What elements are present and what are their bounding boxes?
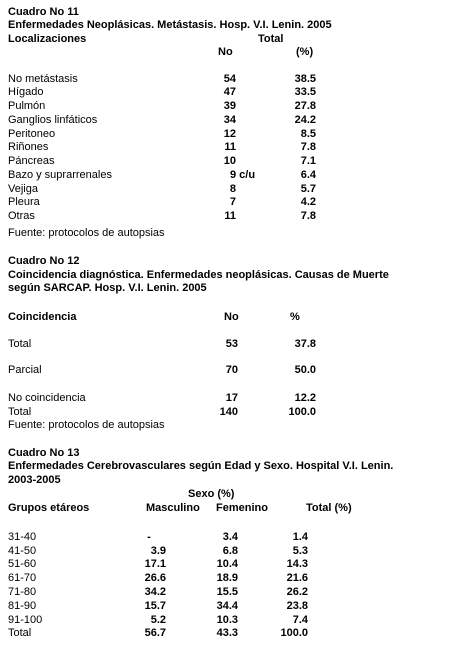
cuadro13-row-femenino: 10.3 bbox=[216, 614, 238, 626]
cuadro11-row-label: Peritoneo bbox=[8, 128, 56, 140]
cuadro13-row-femenino: 15.5 bbox=[216, 586, 238, 598]
cuadro13-row-masculino: 34.2 bbox=[144, 586, 166, 598]
cuadro11-subtitle: Enfermedades Neoplásicas. Metástasis. Hosp. V.I. Lenin. 2005 bbox=[8, 19, 332, 31]
cuadro13-header-sexo: Sexo (%) bbox=[188, 488, 235, 500]
cuadro12-row-label: No coincidencia bbox=[8, 392, 86, 404]
cuadro13-row-masculino: 5.2 bbox=[150, 614, 166, 626]
cuadro13-header-masculino: Masculino bbox=[146, 502, 200, 514]
cuadro13-row-masculino: - bbox=[147, 531, 151, 543]
cuadro12-row-pct: 12.2 bbox=[294, 392, 316, 404]
cuadro12-row-pct: 50.0 bbox=[294, 364, 316, 376]
cuadro12-source: Fuente: protocolos de autopsias bbox=[8, 419, 165, 431]
cuadro13-row-total: 14.3 bbox=[286, 558, 308, 570]
cuadro12-row-no: 53 bbox=[225, 338, 238, 350]
cuadro13-row-masculino: 3.9 bbox=[150, 545, 166, 557]
cuadro11-header-total: Total bbox=[258, 33, 284, 45]
cuadro12-header-pct: % bbox=[290, 311, 300, 323]
cuadro12-row-no: 70 bbox=[225, 364, 238, 376]
cuadro12-header-no: No bbox=[224, 311, 239, 323]
cuadro11-row-label: Pleura bbox=[8, 196, 40, 208]
cuadro13-row-total: 1.4 bbox=[292, 531, 308, 543]
cuadro11-row-pct: 6.4 bbox=[300, 169, 316, 181]
cuadro11-row-pct: 27.8 bbox=[294, 100, 316, 112]
cuadro13-subtitle-line1: Enfermedades Cerebrovasculares según Edad y Sexo. Hospital V.I. Lenin. bbox=[8, 460, 394, 472]
cuadro13-row-label: 41-50 bbox=[8, 545, 37, 557]
cuadro13-row-label: 61-70 bbox=[8, 572, 37, 584]
cuadro11-source: Fuente: protocolos de autopsias bbox=[8, 227, 165, 239]
cuadro11-row-pct: 7.1 bbox=[300, 155, 316, 167]
cuadro13-subtitle-line2: 2003-2005 bbox=[8, 474, 61, 486]
cuadro13-row-total: 26.2 bbox=[286, 586, 308, 598]
cuadro11-row-no: 9 c/u bbox=[230, 169, 256, 181]
cuadro13-header-total: Total (%) bbox=[306, 502, 352, 514]
cuadro12-row-label: Total bbox=[8, 338, 32, 350]
cuadro11-row-label: Hígado bbox=[8, 86, 44, 98]
cuadro11-header-localizaciones: Localizaciones bbox=[8, 33, 87, 45]
cuadro11-row-label: Bazo y suprarrenales bbox=[8, 169, 112, 181]
cuadro11-row-no: 8 bbox=[229, 183, 236, 195]
cuadro11-row-no: 11 bbox=[224, 210, 236, 222]
cuadro11-row-pct: 7.8 bbox=[300, 210, 316, 222]
cuadro12-row-label: Parcial bbox=[8, 364, 42, 376]
cuadro11-row-label: Ganglios linfáticos bbox=[8, 114, 98, 126]
cuadro13-row-femenino: 3.4 bbox=[222, 531, 238, 543]
cuadro11-row-label: No metástasis bbox=[8, 73, 78, 85]
cuadro13-row-total: 5.3 bbox=[292, 545, 308, 557]
cuadro13-row-masculino: 17.1 bbox=[144, 558, 166, 570]
cuadro12-row-pct: 37.8 bbox=[294, 338, 316, 350]
cuadro13-header-femenino: Femenino bbox=[216, 502, 268, 514]
cuadro12-row-label: Total bbox=[8, 406, 32, 418]
cuadro13-row-label: 51-60 bbox=[8, 558, 37, 570]
cuadro13-row-label: 81-90 bbox=[8, 600, 37, 612]
cuadro11-title: Cuadro No 11 bbox=[8, 6, 79, 18]
cuadro13-header-grupos: Grupos etáreos bbox=[8, 502, 90, 514]
cuadro13-row-total: 7.4 bbox=[292, 614, 308, 626]
cuadro13-row-label: 71-80 bbox=[8, 586, 37, 598]
cuadro12-title: Cuadro No 12 bbox=[8, 255, 80, 267]
cuadro11-header-no: No bbox=[218, 46, 233, 58]
cuadro11-row-pct: 24.2 bbox=[294, 114, 316, 126]
cuadro11-row-pct: 33.5 bbox=[294, 86, 316, 98]
cuadro13-row-label: Total bbox=[8, 627, 32, 639]
cuadro13-row-label: 31-40 bbox=[8, 531, 37, 543]
cuadro13-row-femenino: 34.4 bbox=[216, 600, 238, 612]
cuadro13-row-masculino: 56.7 bbox=[144, 627, 166, 639]
cuadro12-row-no: 17 bbox=[225, 392, 238, 404]
cuadro12-header-coincidencia: Coincidencia bbox=[8, 311, 77, 323]
cuadro13-row-total: 21.6 bbox=[286, 572, 308, 584]
cuadro13-title: Cuadro No 13 bbox=[8, 447, 80, 459]
cuadro11-row-label: Páncreas bbox=[8, 155, 55, 167]
cuadro13-row-femenino: 10.4 bbox=[216, 558, 238, 570]
cuadro13-row-total: 100.0 bbox=[280, 627, 308, 639]
cuadro11-row-no: 34 bbox=[223, 114, 236, 126]
cuadro11-row-label: Otras bbox=[8, 210, 35, 222]
cuadro11-row-pct: 38.5 bbox=[294, 73, 316, 85]
cuadro13-row-femenino: 18.9 bbox=[216, 572, 238, 584]
cuadro11-row-pct: 7.8 bbox=[300, 141, 316, 153]
cuadro11-row-no: 47 bbox=[223, 86, 236, 98]
cuadro11-row-no: 39 bbox=[223, 100, 236, 112]
cuadro13-row-femenino: 6.8 bbox=[222, 545, 238, 557]
cuadro11-header-pct: (%) bbox=[296, 46, 314, 58]
cuadro11-row-label: Riñones bbox=[8, 141, 49, 153]
cuadro11-row-pct: 5.7 bbox=[300, 183, 316, 195]
cuadro13-row-total: 23.8 bbox=[286, 600, 308, 612]
cuadro12-subtitle-line2: según SARCAP. Hosp. V.I. Lenin. 2005 bbox=[8, 282, 207, 294]
cuadro11-row-label: Pulmón bbox=[8, 100, 46, 112]
cuadro13-row-label: 91-100 bbox=[8, 614, 43, 626]
cuadro11-row-no: 11 bbox=[224, 141, 236, 153]
cuadro11-row-no: 10 bbox=[223, 155, 236, 167]
cuadro11-row-no: 7 bbox=[229, 196, 236, 208]
cuadro12-row-no: 140 bbox=[219, 406, 238, 418]
cuadro11-row-pct: 4.2 bbox=[300, 196, 316, 208]
cuadro11-row-pct: 8.5 bbox=[300, 128, 316, 140]
cuadro12-row-pct: 100.0 bbox=[288, 406, 316, 418]
cuadro12-subtitle-line1: Coincidencia diagnóstica. Enfermedades neoplásicas. Causas de Muerte bbox=[8, 269, 389, 281]
cuadro13-row-masculino: 15.7 bbox=[144, 600, 166, 612]
cuadro13-row-femenino: 43.3 bbox=[216, 627, 238, 639]
cuadro13-row-masculino: 26.6 bbox=[144, 572, 166, 584]
cuadro11-row-no: 54 bbox=[223, 73, 236, 85]
cuadro11-row-label: Vejiga bbox=[8, 183, 38, 195]
cuadro11-row-no: 12 bbox=[223, 128, 236, 140]
